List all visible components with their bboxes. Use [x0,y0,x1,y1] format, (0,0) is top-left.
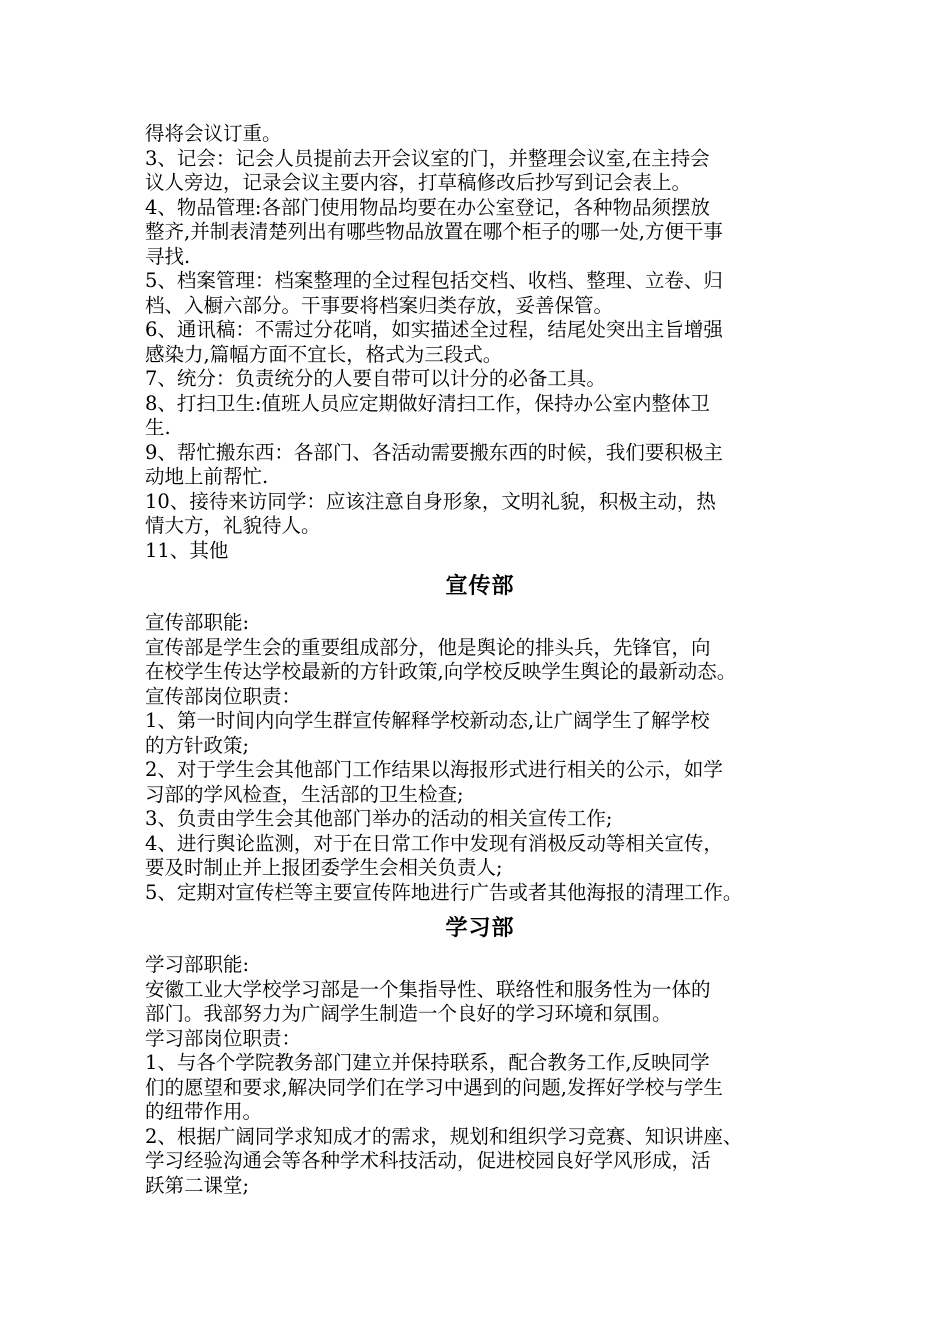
text-line: 议人旁边，记录会议主要内容，打草稿修改后抄写到记会表上。 [145,171,692,194]
text-line: 8、打扫卫生:值班人员应定期做好清扫工作，保持办公室内整体卫 [145,391,710,415]
text-line: 在校学生传达学校最新的方针政策,向学校反映学生舆论的最新动态。 [145,660,737,683]
text-line: 情大方，礼貌待人。 [145,514,321,537]
text-line: 4、进行舆论监测，对于在日常工作中发现有消极反动等相关宣传， [145,831,723,855]
text-line: 2、对于学生会其他部门工作结果以海报形式进行相关的公示，如学 [145,758,723,781]
text-line: 2、根据广阔同学求知成才的需求，规划和组织学习竞赛、知识讲座、 [145,1124,743,1148]
text-line: 学习部职能: [145,953,250,976]
text-line: 5、定期对宣传栏等主要宣传阵地进行广告或者其他海报的清理工作。 [145,880,743,904]
text-line: 要及时制止并上报团委学生会相关负责人; [145,856,503,879]
text-line: 感染力,篇幅方面不宜长，格式为三段式。 [145,342,503,366]
text-line: 寻找. [145,244,191,268]
text-line: 11、其他 [145,538,229,562]
text-line: 宣传部是学生会的重要组成部分，他是舆论的排头兵，先锋官，向 [145,635,711,659]
text-line: 学习经验沟通会等各种学术科技活动，促进校园良好学风形成，活 [145,1149,711,1172]
text-line: 1、与各个学院教务部门建立并保持联系，配合教务工作,反映同学 [145,1051,710,1074]
text-line: 9、帮忙搬东西：各部门、各活动需要搬东西的时候，我们要积极主 [145,440,723,464]
text-line: 学习部岗位职责： [145,1026,302,1050]
text-line: 7、统分：负责统分的人要自带可以计分的必备工具。 [145,367,606,390]
text-line: 得将会议订重。 [145,122,282,145]
text-line: 的纽带作用。 [145,1100,263,1123]
text-line: 5、档案管理：档案整理的全过程包括交档、收档、整理、立卷、归 [145,269,723,292]
text-line: 整齐,并制表清楚列出有哪些物品放置在哪个柜子的哪一处,方便干事 [145,220,723,243]
office-section [145,122,815,563]
text-line: 的方针政策; [145,733,250,757]
text-line: 动地上前帮忙. [145,465,269,488]
publicity-section [145,611,815,905]
text-line: 档、入橱六部分。干事要将档案归类存放，妥善保管。 [145,293,614,317]
text-line: 生. [145,416,171,439]
text-line: 10、接待来访同学：应该注意自身形象，文明礼貌，积极主动，热 [145,489,716,513]
text-line: 们的愿望和要求,解决同学们在学习中遇到的问题,发挥好学校与学生 [145,1075,723,1099]
study-heading: 学习部 [445,915,515,941]
text-line: 3、记会：记会人员提前去开会议室的门，并整理会议室,在主持会 [145,146,710,170]
publicity-heading: 宣传部 [445,573,515,599]
text-line: 安徽工业大学校学习部是一个集指导性、联络性和服务性为一体的 [145,977,711,1001]
text-line: 1、第一时间内向学生群宣传解释学校新动态,让广阔学生了解学校 [145,709,710,732]
text-line: 宣传部岗位职责： [145,684,302,708]
text-line: 3、负责由学生会其他部门举办的活动的相关宣传工作; [145,807,613,830]
text-line: 4、物品管理:各部门使用物品均要在办公室登记，各种物品须摆放 [145,195,710,219]
text-line: 宣传部职能: [145,611,250,634]
text-line: 6、通讯稿：不需过分花哨，如实描述全过程，结尾处突出主旨增强 [145,318,723,341]
document-page [145,122,815,1198]
text-line: 部门。我部努力为广阔学生制造一个良好的学习环境和氛围。 [145,1002,672,1025]
text-line: 习部的学风检查，生活部的卫生检查; [145,782,464,806]
study-section [145,953,815,1198]
text-line: 跃第二课堂; [145,1173,250,1197]
